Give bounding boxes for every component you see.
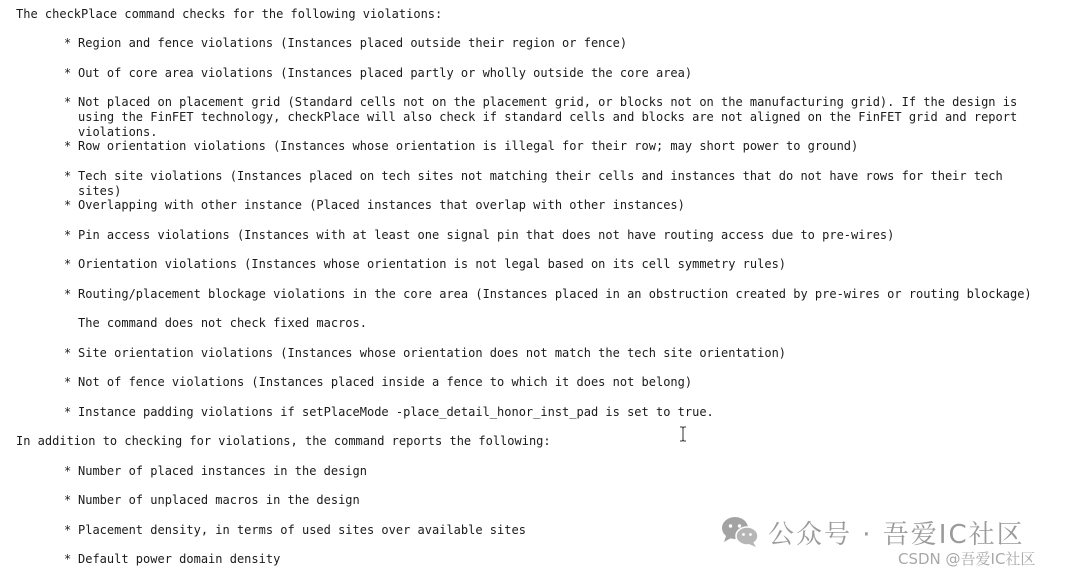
bullet-marker: * xyxy=(64,169,72,183)
list-item xyxy=(64,228,1053,243)
list-item xyxy=(64,169,1053,199)
bullet-marker: * xyxy=(64,523,72,537)
list-item xyxy=(64,493,1053,508)
bullet-marker: * xyxy=(64,36,72,50)
bullet-marker: * xyxy=(64,464,72,478)
list-item xyxy=(64,36,1053,51)
list-item xyxy=(64,66,1053,81)
list-item xyxy=(64,346,1053,361)
watermark-subtitle: CSDN @吾爱IC社区 xyxy=(898,550,1036,568)
list-item-text: Overlapping with other instance (Placed instances that overlap with other instances) xyxy=(78,198,685,212)
bullet-marker: * xyxy=(64,405,72,419)
note-text: The command does not check fixed macros. xyxy=(78,316,367,330)
wechat-icon xyxy=(720,515,760,549)
list-item-text: Row orientation violations (Instances whose orientation is illegal for their row; may short power to ground) xyxy=(78,139,859,153)
bullet-marker: * xyxy=(64,257,72,271)
bullet-marker: * xyxy=(64,66,72,80)
list-item-text: Number of unplaced macros in the design xyxy=(78,493,360,507)
list-item-text: Tech site violations (Instances placed on tech sites not matching their cells and instances that do not have rows for their tech sites) xyxy=(78,169,1010,198)
list-item-text: Placement density, in terms of used sites over available sites xyxy=(78,523,526,537)
list-item-text: Out of core area violations (Instances placed partly or wholly outside the core area) xyxy=(78,66,693,80)
list-item-text: Default power domain density xyxy=(78,552,281,566)
bullet-marker: * xyxy=(64,139,72,153)
bullet-marker: * xyxy=(64,228,72,242)
list-item-text: Routing/placement blockage violations in the core area (Instances placed in an obstruction created by pre-wires or routing blockage) xyxy=(78,287,1032,301)
watermark-title: 公众号 · 吾爱IC社区 xyxy=(768,519,1025,550)
list-item-text: Region and fence violations (Instances placed outside their region or fence) xyxy=(78,36,628,50)
bullet-marker: * xyxy=(64,95,72,109)
list-item-text: Not of fence violations (Instances placed inside a fence to which it does not belong) xyxy=(78,375,693,389)
list-item-text: Number of placed instances in the design xyxy=(78,464,367,478)
list-item-text: Site orientation violations (Instances whose orientation does not match the tech site orientation) xyxy=(78,346,787,360)
bullet-marker: * xyxy=(64,552,72,566)
list-item-text: Instance padding violations if setPlaceMode -place_detail_honor_inst_pad is set to true. xyxy=(78,405,714,419)
intro2-text: In addition to checking for violations, the command reports the following: xyxy=(16,434,551,448)
bullet-marker: * xyxy=(64,198,72,212)
list-item xyxy=(64,375,1053,390)
list-item xyxy=(64,257,1053,272)
list-item-text: Orientation violations (Instances whose orientation is not legal based on its cell symmetry rules) xyxy=(78,257,787,271)
list-item xyxy=(64,464,1053,479)
list-item xyxy=(64,95,1053,140)
list-item xyxy=(64,198,1053,213)
list-item xyxy=(64,405,1053,420)
intro-text: The checkPlace command checks for the following violations: xyxy=(16,7,443,21)
bullet-marker: * xyxy=(64,287,72,301)
list-item-text: Not placed on placement grid (Standard cells not on the placement grid, or blocks not on the manufacturing grid). If the design is using the FinFET technology, checkPlace will also check if standard cells and blocks are not aligned on the FinFET grid and report violations. xyxy=(78,95,1025,139)
bullet-marker: * xyxy=(64,375,72,389)
bullet-marker: * xyxy=(64,493,72,507)
list-item-text: Pin access violations (Instances with at least one signal pin that does not have routing access due to pre-wires) xyxy=(78,228,895,242)
text-cursor-icon xyxy=(678,426,688,442)
bullet-marker: * xyxy=(64,346,72,360)
list-item xyxy=(64,139,1053,154)
watermark xyxy=(720,514,1025,550)
list-item xyxy=(64,287,1053,302)
